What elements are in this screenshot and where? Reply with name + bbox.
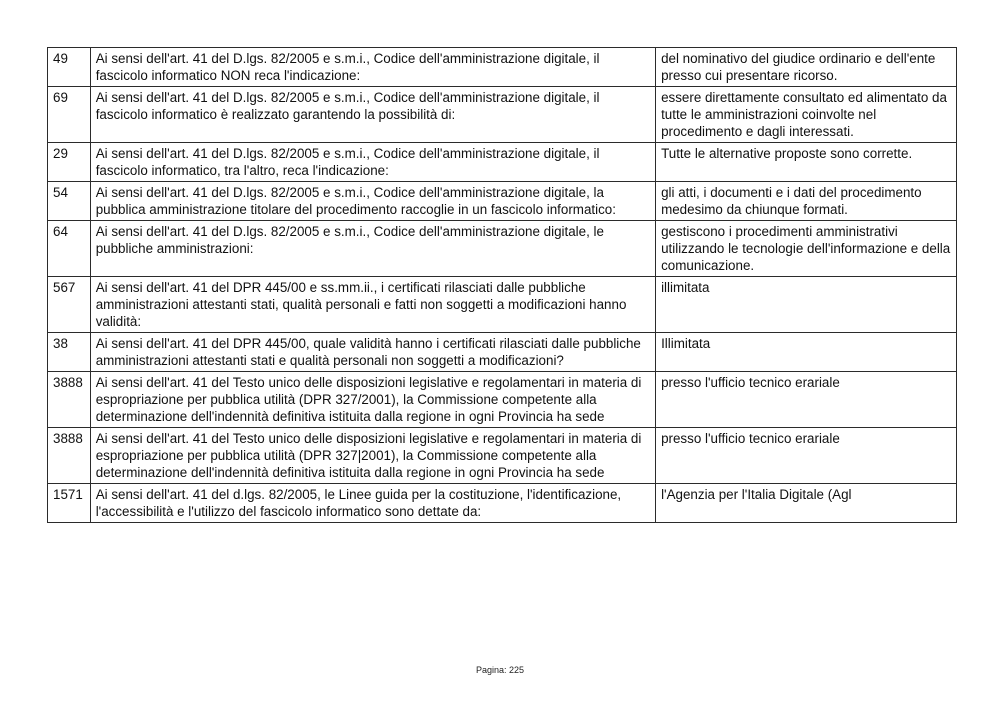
answer-text: Illimitata [656, 333, 957, 372]
question-number: 69 [48, 87, 91, 143]
answer-text: gli atti, i documenti e i dati del procedimento medesimo da chiunque formati. [656, 182, 957, 221]
table-row [48, 87, 957, 143]
answer-text: presso l'ufficio tecnico erariale [656, 428, 957, 484]
question-text: Ai sensi dell'art. 41 del D.lgs. 82/2005 e s.m.i., Codice dell'amministrazione digitale, il fascicolo informatico NON reca l'indicazione: [90, 48, 655, 87]
question-number: 49 [48, 48, 91, 87]
question-number: 29 [48, 143, 91, 182]
question-text: Ai sensi dell'art. 41 del DPR 445/00, quale validità hanno i certificati rilasciati dalle pubbliche amministrazioni attestanti stati e qualità personali non soggetti a modificazioni? [90, 333, 655, 372]
question-number: 1571 [48, 484, 91, 523]
question-number: 3888 [48, 428, 91, 484]
question-text: Ai sensi dell'art. 41 del d.lgs. 82/2005, le Linee guida per la costituzione, l'identificazione, l'accessibilità e l'utilizzo del fascicolo informatico sono dettate da: [90, 484, 655, 523]
table-row [48, 48, 957, 87]
question-text: Ai sensi dell'art. 41 del Testo unico delle disposizioni legislative e regolamentari in materia di espropriazione per pubblica utilità (DPR 327/2001), la Commissione competente alla determinazione dell'indennità definitiva istituita dalla regione in ogni Provincia ha sede [90, 372, 655, 428]
answer-text: gestiscono i procedimenti amministrativi utilizzando le tecnologie dell'informazione e della comunicazione. [656, 221, 957, 277]
question-number: 3888 [48, 372, 91, 428]
question-number: 567 [48, 277, 91, 333]
answer-text: essere direttamente consultato ed alimentato da tutte le amministrazioni coinvolte nel procedimento e dagli interessati. [656, 87, 957, 143]
answer-text: illimitata [656, 277, 957, 333]
table-row [48, 182, 957, 221]
question-text: Ai sensi dell'art. 41 del DPR 445/00 e ss.mm.ii., i certificati rilasciati dalle pubbliche amministrazioni attestanti stati, qualità personali e fatti non soggetti a modificazioni hanno validità: [90, 277, 655, 333]
table-row [48, 428, 957, 484]
table-row [48, 484, 957, 523]
questions-table [47, 47, 957, 523]
question-text: Ai sensi dell'art. 41 del Testo unico delle disposizioni legislative e regolamentari in materia di espropriazione per pubblica utilità (DPR 327|2001), la Commissione competente alla determinazione dell'indennità definitiva istituita dalla regione in ogni Provincia ha sede [90, 428, 655, 484]
answer-text: del nominativo del giudice ordinario e dell'ente presso cui presentare ricorso. [656, 48, 957, 87]
question-text: Ai sensi dell'art. 41 del D.lgs. 82/2005 e s.m.i., Codice dell'amministrazione digitale, le pubbliche amministrazioni: [90, 221, 655, 277]
question-text: Ai sensi dell'art. 41 del D.lgs. 82/2005 e s.m.i., Codice dell'amministrazione digitale, il fascicolo informatico è realizzato garantendo la possibilità di: [90, 87, 655, 143]
table-row [48, 372, 957, 428]
answer-text: Tutte le alternative proposte sono corrette. [656, 143, 957, 182]
question-number: 38 [48, 333, 91, 372]
answer-text: l'Agenzia per l'Italia Digitale (Agl [656, 484, 957, 523]
question-text: Ai sensi dell'art. 41 del D.lgs. 82/2005 e s.m.i., Codice dell'amministrazione digitale, la pubblica amministrazione titolare del procedimento raccoglie in un fascicolo informatico: [90, 182, 655, 221]
page-number: Pagina: 225 [475, 665, 525, 675]
question-number: 54 [48, 182, 91, 221]
table-row [48, 333, 957, 372]
answer-text: presso l'ufficio tecnico erariale [656, 372, 957, 428]
question-text: Ai sensi dell'art. 41 del D.lgs. 82/2005 e s.m.i., Codice dell'amministrazione digitale, il fascicolo informatico, tra l'altro, reca l'indicazione: [90, 143, 655, 182]
table-row [48, 221, 957, 277]
table-row [48, 277, 957, 333]
question-number: 64 [48, 221, 91, 277]
table-row [48, 143, 957, 182]
